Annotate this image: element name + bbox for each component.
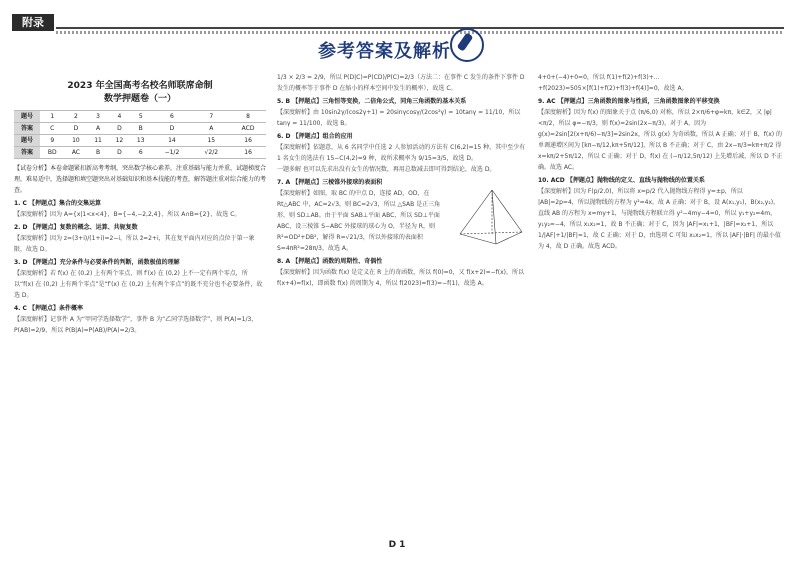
- q3-solution: 【深度解析】若 f(x) 在 (0,2) 上有两个零点，则 f′(x) 在 (0,2) 上不一定有两个零点，所以“f(x) 在 (0,2) 上有两个零点”是“f′(x) 在 (0,2) 上有两个零点”的既不充分也不必要条件，故选 D。: [14, 270, 263, 299]
- header-stripe: [56, 31, 784, 34]
- answer-table-cell: A: [192, 123, 230, 135]
- answer-table-cell: 6: [151, 111, 192, 123]
- answer-table-cell: 12: [109, 135, 130, 147]
- q9-heading: 9. AC 【押题点】三角函数的图象与性质，三角函数图象的平移变换: [538, 98, 720, 105]
- answer-table-label: 答案: [14, 147, 40, 159]
- q4-solution: 【深度解析】记事件 A 为“甲同学选择数学”，事件 B 为“乙同学选择数学”，则 P(A)=1/3，P(AB)=2/9，所以 P(B|A)=P(AB)/P(A)=2/3。: [14, 316, 258, 334]
- answer-table-cell: 8: [230, 111, 266, 123]
- q10-solution: 【深度解析】因为 F(p/2,0)，所以将 x=p/2 代入抛物线方程得 y=±p，所以 |AB|=2p=4，所以抛物线的方程为 y²=4x，故 A 正确；对于 B，设 A(x₁,y₁)，B(x₂,y₂)，直线 AB 的方程为 x=my+1，与抛物线方程联立得 y²−4my−4=0，所以 y₁+y₂=4m，y₁y₂=−4，所以 x₁x₂=1，故 B 不正确；对于 C，因为 |AF|=x₁+1，|BF|=x₂+1，所以 1/|AF|+1/|BF|=1，故 C 正确；对于 D，由选项 C 可知 x₁x₂=1，所以 |AF|·|BF| 的最小值为 4，故 D 正确。故选 ACD。: [538, 188, 781, 250]
- answer-table-cell: ACD: [230, 123, 266, 135]
- answer-table-cell: 9: [40, 135, 64, 147]
- q8-continued: 4+0+(−4)+0=0，所以 f(1)+f(2)+f(3)+…+f(2023)=505×[f(1)+f(2)+f(3)+f(4)]=0，故选 A。: [538, 74, 688, 92]
- middle-column: [277, 72, 528, 289]
- q2-solution: 【深度解析】因为 z=(3+i)/(1+i)=2−i，所以 z̄=2+i，其在复平面内对应的点位于第一象限，故选 D。: [14, 235, 255, 253]
- answer-table-cell: B: [130, 123, 151, 135]
- q6-heading: 6. D 【押题点】组合的应用: [277, 133, 353, 140]
- answer-table-cell: C: [40, 123, 64, 135]
- q1-heading: 1. C 【押题点】集合的交集运算: [14, 200, 102, 207]
- q6-solution: 【深度解析】依题意，从 6 名同学中任选 2 人参加活动的方法有 C(6,2)=15 种，其中至少有 1 名女生的选法有 15−C(4,2)=9 种，故所求概率为 9/15=3/5，故选 D。: [277, 144, 526, 162]
- q1-solution: 【深度解析】因为 A={x|1<x<4}，B={−4,−2,2,4}，所以 A∩B={2}，故选 C。: [14, 211, 241, 218]
- answer-table-cell: D: [109, 123, 130, 135]
- answer-table-label: 答案: [14, 123, 40, 135]
- answer-table-cell: D: [109, 147, 130, 159]
- exam-subtitle: 数学押题卷（一）: [103, 94, 176, 104]
- answer-table-label: 题号: [14, 135, 40, 147]
- appendix-tag: 附录: [12, 14, 54, 31]
- q7-heading: 7. A 【押题点】三棱锥外接球的表面积: [277, 179, 383, 186]
- q8-heading: 8. A 【押题点】函数的周期性、奇偶性: [277, 258, 383, 265]
- answer-table-row: [14, 123, 266, 135]
- q7-solution: 【深度解析】如图，取 BC 的中点 D，连接 AD，OD，在 Rt△ABC 中，AC=2√3，则 BC=2√3，所以 △SAB 是正三角形，则 SD⊥AB。由于平面 SAB⊥平面 ABC，所以 SD⊥平面 ABC，设三棱锥 S−ABC 外接球的球心为 O，半径为 R，则 R²=OD²+DB²，解得 R=√21/3，所以外接球的表面积 S=4πR²=28π/3，故选 A。: [277, 190, 441, 252]
- answer-table-cell: 2: [64, 111, 87, 123]
- q8-solution: 【深度解析】因为函数 f(x) 是定义在 R 上的奇函数，所以 f(0)=0，又 f(x+2)=−f(x)，所以 f(x+4)=f(x)，即函数 f(x) 的周期为 4，所以 f(2023)=f(3)=−f(1)，故选 A。: [277, 269, 525, 287]
- answer-table-row: [14, 147, 266, 159]
- answer-table-cell: 5: [130, 111, 151, 123]
- answer-table-label: 题号: [14, 111, 40, 123]
- answer-table-cell: √2/2: [192, 147, 230, 159]
- q6-note: 一题多解 也可以先求出没有女生的情况数，再用总数减去即可得到结论，故选 D。: [277, 166, 496, 173]
- q4-heading: 4. C 【押题点】条件概率: [14, 305, 84, 312]
- answer-table-cell: D: [151, 123, 192, 135]
- answer-table-cell: 1: [40, 111, 64, 123]
- q4-continued: 1/3 × 2/3 = 2/9，所以 P(D|C)=P(CD)/P(C)=2/3（方法二：在事件 C 发生的条件下事件 D 发生的概率等于事件 D 在缩小的样本空间中发生的概率），故选 C。: [277, 74, 525, 92]
- answer-table-cell: 3: [87, 111, 108, 123]
- answer-table-cell: 16: [230, 135, 266, 147]
- answer-table-cell: 4: [109, 111, 130, 123]
- right-column: [538, 72, 784, 252]
- page-title: 参考答案及解析: [318, 41, 451, 62]
- answer-table-cell: 6: [130, 147, 151, 159]
- q9-solution: 【深度解析】因为 f(x) 的图象关于点 (π/6,0) 对称，所以 2×π/6+φ=kπ，k∈Z，又 |φ|<π/2，所以 φ=−π/3，则 f(x)=2sin(2x−π/3)。对于 A，因为 g(x)=2sin[2(x+π/6)−π/3]=2sin2x，所以 g(x) 为奇函数，所以 A 正确；对于 B，f(x) 的单调递增区间为 [kπ−π/12,kπ+5π/12]，所以 B 不正确；对于 C，由 2x−π/3=kπ+π/2 得 x=kπ/2+5π/12，所以 C 正确；对于 D，f(x) 在 (−π/12,5π/12) 上先增后减，所以 D 不正确。故选 AC。: [538, 109, 783, 171]
- answer-table-cell: A: [87, 123, 108, 135]
- answer-table-cell: 15: [192, 135, 230, 147]
- q5-solution: 【深度解析】由 10sin2γ/(cos2γ+1) = 20sinγcosγ/(2cos²γ) = 10tanγ = 11/10，所以 tanγ = 11/100，故选 B。: [277, 109, 521, 127]
- q3-heading: 3. D 【押题点】充分条件与必要条件的判断，函数极值的理解: [14, 259, 180, 266]
- answer-table-row: [14, 135, 266, 147]
- page-header: [0, 0, 794, 34]
- answer-table-cell: 7: [192, 111, 230, 123]
- exam-title: 2023 年全国高考名校名师联席命制: [67, 81, 213, 91]
- answer-table-row: [14, 111, 266, 123]
- q2-heading: 2. D 【押题点】复数的概念、运算、共轭复数: [14, 224, 138, 231]
- answer-table-cell: 10: [64, 135, 87, 147]
- page-number: D 1: [388, 540, 406, 550]
- exam-analysis: 【试卷分析】本卷命题紧扣新高考考纲，突出数学核心素养，注重基础与能力并重，试题梯度合理，难易适中，选择题和填空题突出对基础知识和基本技能的考查，解答题注重对综合能力的考查。: [14, 165, 267, 194]
- pyramid-diagram: [456, 188, 528, 246]
- answer-table-cell: −1/2: [151, 147, 192, 159]
- answer-table-cell: 13: [130, 135, 151, 147]
- q10-heading: 10. ACD 【押题点】抛物线的定义、直线与抛物线的位置关系: [538, 177, 705, 184]
- pen-logo-icon: [450, 28, 484, 62]
- left-column: [14, 72, 266, 336]
- answer-table: [14, 110, 266, 159]
- answer-table-cell: 11: [87, 135, 108, 147]
- answer-table-cell: 16: [230, 147, 266, 159]
- answer-table-cell: B: [87, 147, 108, 159]
- q5-heading: 5. B 【押题点】三角恒等变换，二倍角公式，同角三角函数的基本关系: [277, 98, 467, 105]
- answer-table-cell: 14: [151, 135, 192, 147]
- answer-table-cell: BD: [40, 147, 64, 159]
- answer-table-cell: D: [64, 123, 87, 135]
- header-rule: [56, 27, 784, 29]
- answer-table-cell: AC: [64, 147, 87, 159]
